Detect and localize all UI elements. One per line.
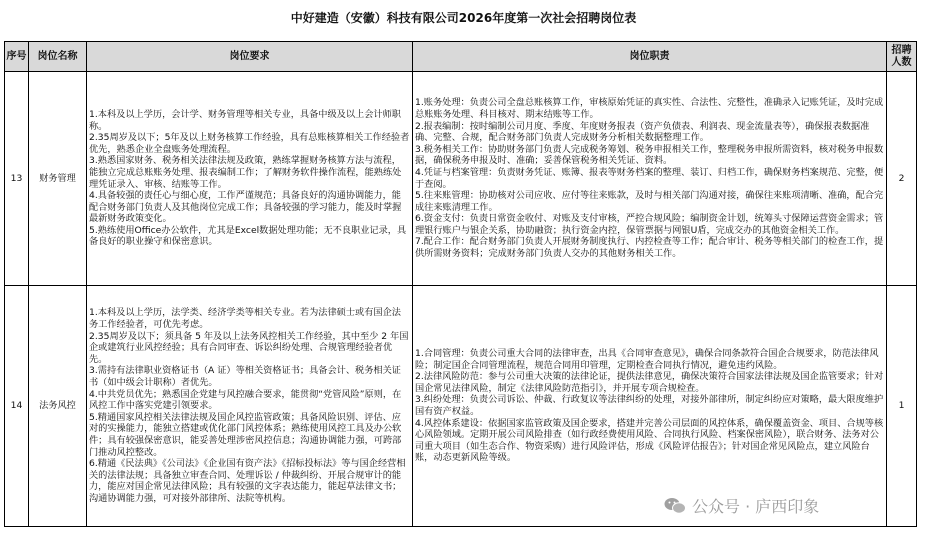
duty-item: 4.凭证与档案管理：负责财务凭证、账簿、报表等财务档案的整理、装订、归档工作，确保财务档案规范、完整，便于查阅。	[415, 166, 884, 190]
requirement-item: 1.本科及以上学历，法学类、经济学类等相关专业。若为法律硕士或有国企法务工作经验者，可优先考虑。	[89, 307, 401, 331]
requirement-item: 5.熟练使用Office办公软件，尤其是Excel数据处理功能；无不良职业记录，具备良好的职业操守和保密意识。	[89, 224, 407, 248]
duty-item: 7.配合工作：配合财务部门负责人开展财务制度执行、内控检查等工作；配合审计、税务等相关部门的检查工作，提供所需财务资料；完成财务部门负责人交办的其他财务相关工作。	[415, 236, 884, 260]
duty-item: 1.账务处理：负责公司全盘总账核算工作，审核原始凭证的真实性、合法性、完整性，准确录入记账凭证，及时完成总账账务处理、科目核对、期末结账等工作。	[415, 97, 884, 120]
duty-item: 1.合同管理：负责公司重大合同的法律审查，出具《合同审查意见》，确保合同条款符合国企合规要求，防范法律风险；制定国企合同管理流程，规范合同用印管理，定期检查合同执行情况，避免违约风险。	[415, 348, 879, 371]
requirement-item: 3.需持有法律职业资格证书（A 证）等相关资格证书；具备会计、税务相关证书（如中级会计职称）者优先。	[89, 365, 401, 389]
row-post: 财务管理	[29, 72, 87, 286]
row-post: 法务风控	[29, 286, 87, 527]
table-row	[5, 286, 917, 527]
wechat-icon	[664, 497, 686, 515]
header-post: 岗位名称	[29, 42, 87, 72]
requirement-item: 2.35周岁及以下；须具备 5 年及以上法务风控相关工作经验，其中至少 2 年国企或建筑行业风控经验；具有合同审查、诉讼纠纷处理、合规管理经验者优先。	[89, 330, 409, 365]
table-row	[5, 72, 917, 286]
duty-item: 6.资金支付：负责日常资金收付、对账及支付审核，严控合规风险；编制资金计划，统筹头寸保障运营资金需求；管理银行账户与银企关系，协助融资；执行资金内控，保管票据与网银U盾，完成交办的其他资金相关工作。	[415, 213, 884, 236]
watermark-text: 公众号 · 庐西印象	[692, 497, 820, 516]
recruitment-table	[4, 41, 917, 527]
header-duties: 岗位职责	[413, 42, 887, 72]
row-seq: 14	[5, 286, 29, 527]
row-duties	[413, 286, 887, 527]
header-seq: 序号	[5, 42, 29, 72]
duty-item: 5.往来账管理：协助核对公司应收、应付等往来账款，及时与相关部门沟通对接，确保往来账项清晰、准确，配合完成往来账清理工作。	[415, 190, 884, 213]
requirement-item: 2.35周岁及以下；5年及以上财务核算工作经验，具有总账核算相关工作经验者优先，熟悉企业全盘账务处理流程。	[89, 132, 410, 155]
duty-item: 3.税务相关工作：协助财务部门负责人完成税务筹划、税务申报相关工作，整理税务申报所需资料，核对税务申报数据，确保税务申报及时、准确；妥善保管税务相关凭证、资料。	[415, 143, 884, 167]
row-count: 2	[887, 72, 917, 286]
duty-item: 4.风控体系建设：依据国家监管政策及国企要求，搭建并完善公司层面的风控体系，确保覆盖资金、项目、合规等核心风险领域。定期开展公司风险排查（如行政经费使用风险、合同执行风险、档案保密风险），联合财务、法务对公司重大项目（如生态合作、物资采购）进行风险评估，形成《风险评估报告》；针对国企常见风险点，建立风险台账，动态更新风险等级。	[415, 417, 884, 464]
document-title: 中好建造（安徽）科技有限公司2026年度第一次社会招聘岗位表	[290, 11, 637, 25]
requirement-item: 4.具备较强的责任心与细心度，工作严谨规范；具备良好的沟通协调能力，能配合财务部门负责人及其他岗位完成工作；具备较强的学习能力，能及时掌握最新财务政策变化。	[89, 190, 402, 225]
watermark	[664, 494, 819, 517]
duty-item: 2.法律风险防范：参与公司重大决策的法律论证，提供法律意见，确保决策符合国家法律法规及国企监管要求；针对国企常见法律风险，制定《法律风险防范指引》，并开展专项合规检查。	[415, 371, 884, 394]
row-requirements	[87, 286, 413, 527]
requirement-item: 4.中共党员优先；熟悉国企党建与风控融合要求，能贯彻“党管风险”原则，在风控工作中落实党建引领要求。	[89, 388, 402, 412]
table-header-row	[5, 42, 917, 72]
row-requirements	[87, 72, 413, 286]
row-seq: 13	[5, 72, 29, 286]
row-count: 1	[887, 286, 917, 527]
requirement-item: 5.精通国家风控相关法律法规及国企风控监管政策；具备风险识别、评估、应对的实操能力，能独立搭建或优化部门风控体系；熟练使用风控工具及办公软件；具有较强保密意识，能妥善处理涉密风控信息；沟通协调能力强，可跨部门推动风控整改。	[89, 411, 402, 458]
row-duties	[413, 72, 887, 286]
requirement-item: 3.熟悉国家财务、税务相关法律法规及政策，熟练掌握财务核算方法与流程，能独立完成总账账务处理、报表编制工作；了解财务软件操作流程，能熟练处理凭证录入、审核、结账等工作。	[89, 155, 402, 190]
requirement-item: 6.精通《民法典》《公司法》《企业国有资产法》《招标投标法》等与国企经营相关的法律法规；具备独立审查合同、处理诉讼 / 仲裁纠纷、开展合规审计的能力，能应对国企常见法律风险；具有较强的文字表达能力，能起草法律文书；沟通协调能力强，可对接外部律所、法院等机构。	[89, 458, 406, 504]
header-requirements: 岗位要求	[87, 42, 413, 72]
header-count: 招聘人数	[887, 42, 917, 72]
requirement-item: 1.本科及以上学历，会计学、财务管理等相关专业，具备中级及以上会计师职称。	[89, 108, 401, 132]
duty-item: 2.报表编制：按时编制公司月度、季度、年度财务报表（资产负债表、利润表、现金流量表等），确保报表数据准确、完整、合规，配合财务部门负责人完成财务分析相关数据整理工作。	[415, 120, 870, 144]
duty-item: 3.纠纷处理：负责公司诉讼、仲裁、行政复议等法律纠纷的处理，对接外部律所，制定纠纷应对策略，最大限度维护国有资产权益。	[415, 394, 884, 417]
